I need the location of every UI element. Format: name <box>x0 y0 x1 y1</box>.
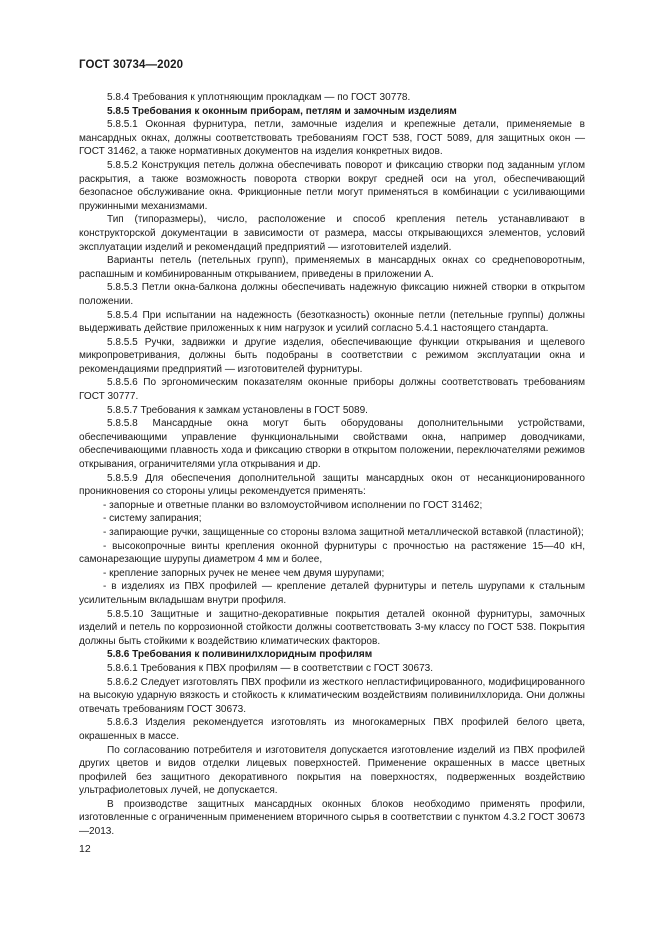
paragraph-5-8-5-3: 5.8.5.3 Петли окна-балкона должны обеспечивать надежную фиксацию нижней створки в открытом положении. <box>79 282 585 307</box>
paragraph-5-8-5-2: 5.8.5.2 Конструкция петель должна обеспечивать поворот и фиксацию створки под заданным углом раскрытия, а также возможность поворота створки вокруг средней оси на угол, обеспечивающий безопасное обслуживание окна. Фрикционные петли могут применяться в комбинации с усиливающими пружинными механизмами. <box>79 159 585 212</box>
list-item: - запирающие ручки, защищенные со стороны взлома защитной металлической вставкой (пластиной); <box>103 527 584 538</box>
paragraph-5-8-5-10: 5.8.5.10 Защитные и защитно-декоративные покрытия деталей оконной фурнитуры, замочных изделий и петель по коррозионной стойкости должны соответствовать 3-му классу по ГОСТ 538. Покрытия должны быть стойкими к воздействию климатических факторов. <box>79 608 585 647</box>
document-body <box>79 91 585 839</box>
paragraph-5-8-5-9: 5.8.5.9 Для обеспечения дополнительной защиты мансардных окон от несанкционированного проникновения со стороны улицы рекомендуется применять: <box>79 472 585 498</box>
paragraph-5-8-6-2: 5.8.6.2 Следует изготовлять ПВХ профили из жесткого непластифицированного, модифицированного на высокую ударную вязкость и стойкость к климатическим воздействиям поливинилхлорида. Они должны отвечать требованиям ГОСТ 30673. <box>79 676 585 715</box>
paragraph-5-8-5-6: 5.8.5.6 По эргономическим показателям оконные приборы должны соответствовать требованиям ГОСТ 30777. <box>79 377 585 403</box>
paragraph-hinge-types: Тип (типоразмеры), число, расположение и способ крепления петель устанавливают в конструкторской документации в зависимости от размера, массы открывающихся элементов, условий эксплуатации изделий и рекомендаций предприятий — изготовителей изделий. <box>79 214 585 253</box>
paragraph-color-options: По согласованию потребителя и изготовителя допускается изготовление изделий из ПВХ профилей других цветов и видов отделки лицевых поверхностей. Применение окрашенных в массе цветных профилей без защитного декоративного покрытия на поверхностях, подверженных воздействию ультрафиолетовых лучей, не допускается. <box>79 744 585 797</box>
list-item: - крепление запорных ручек не менее чем двумя шурупами; <box>103 567 385 579</box>
paragraph-protective-production: В производстве защитных мансардных оконных блоков необходимо применять профили, изготовленные с ограниченным применением вторичного сырья в соответствии с пунктом 4.3.2 ГОСТ 30673—2013. <box>79 798 585 838</box>
page-number: 12 <box>79 843 91 855</box>
section-heading-5-8-6: 5.8.6 Требования к поливинилхлоридным профилям <box>107 649 373 661</box>
paragraph-5-8-5-8: 5.8.5.8 Мансардные окна могут быть оборудованы дополнительными устройствами, обеспечивающими управление функциональными свойствами окна, например доводчиками, обеспечивающими плавность хода и фиксацию створки в открытом положении, переключателями режимов открывания, ограничителями угла открывания и др. <box>79 418 585 471</box>
list-item: - в изделиях из ПВХ профилей — крепление деталей фурнитуры и петель шурупами к стальным усилительным вкладышам внутри профиля. <box>79 581 585 606</box>
list-item: - систему запирания; <box>103 513 202 525</box>
paragraph-5-8-5-7: 5.8.5.7 Требования к замкам установлены в ГОСТ 5089. <box>107 404 368 416</box>
paragraph-hinge-variants: Варианты петель (петельных групп), применяемых в мансардных окнах со среднеповоротным, распашным и комбинированным открыванием, приведены в приложении А. <box>79 255 585 280</box>
paragraph-5-8-5-1: 5.8.5.1 Оконная фурнитура, петли, замочные изделия и крепежные детали, применяемые в мансардных окнах, должны соответствовать требованиям ГОСТ 538, ГОСТ 5089, для защитных окон — ГОСТ 31462, а также нормативных документов на изделия конкретных видов. <box>79 119 585 158</box>
paragraph-5-8-5-4: 5.8.5.4 При испытании на надежность (безотказность) оконные петли (петельные группы) должны выдерживать действие приложенных к ним нагрузок и усилий согласно 5.4.1 настоящего стандарта. <box>79 309 585 335</box>
section-heading-5-8-5: 5.8.5 Требования к оконным приборам, петлям и замочным изделиям <box>107 105 457 117</box>
paragraph-5-8-4: 5.8.4 Требования к уплотняющим прокладкам — по ГОСТ 30778. <box>107 92 411 103</box>
document-header: ГОСТ 30734—2020 <box>79 59 184 71</box>
list-item: - высокопрочные винты крепления оконной фурнитуры с прочностью на растяжение 15—40 кН, самонарезающие шурупы диаметром 4 мм и более, <box>79 540 585 566</box>
paragraph-5-8-6-3: 5.8.6.3 Изделия рекомендуется изготовлять из многокамерных ПВХ профилей белого цвета, окрашенных в массе. <box>79 717 585 742</box>
paragraph-5-8-5-5: 5.8.5.5 Ручки, задвижки и другие изделия, обеспечивающие функции открывания и щелевого микропроветривания, должны быть подобраны в соответствии с режимом эксплуатации окна и рекомендациями предприятий — изготовителей фурнитуры. <box>79 336 585 375</box>
paragraph-5-8-6-1: 5.8.6.1 Требования к ПВХ профилям — в соответствии с ГОСТ 30673. <box>107 662 434 674</box>
list-item: - запорные и ответные планки во взломоустойчивом исполнении по ГОСТ 31462; <box>103 499 483 511</box>
